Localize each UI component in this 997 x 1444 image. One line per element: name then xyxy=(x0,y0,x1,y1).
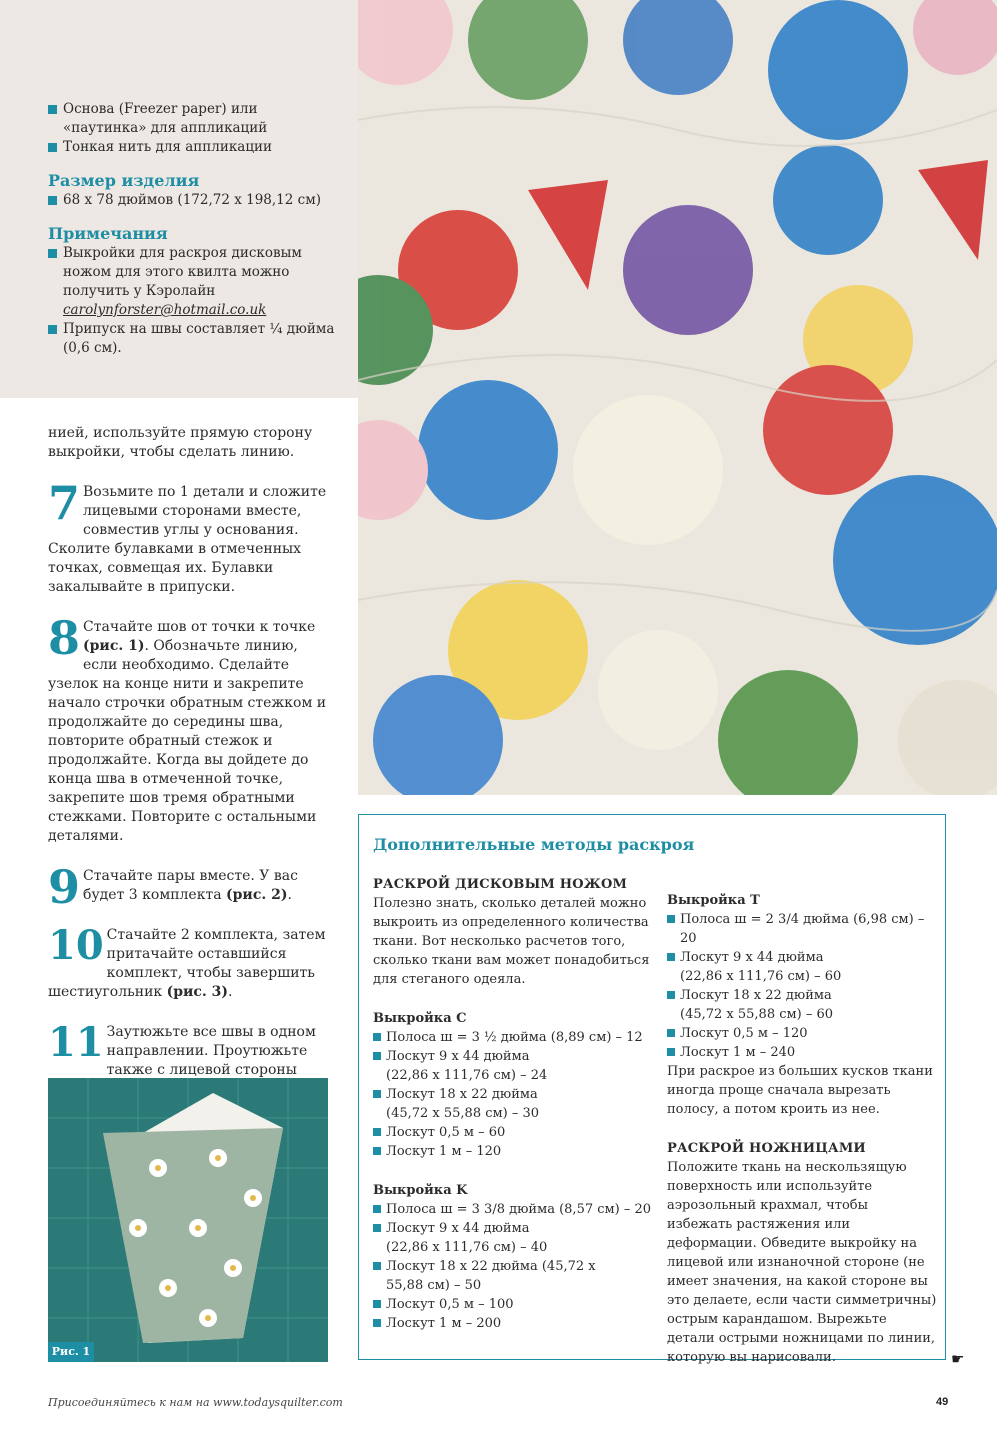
pattern-item xyxy=(373,1123,658,1142)
pattern-item-continuation: (45,72 x 55,88 см) – 60 xyxy=(680,1007,834,1022)
bullet-icon xyxy=(373,1147,381,1155)
step-8 xyxy=(48,611,328,846)
pattern-item-text: Полоса ш = 2 3/4 дюйма (6,98 см) – 20 xyxy=(680,912,925,946)
bullet-icon xyxy=(373,1052,381,1060)
figure-1-photo xyxy=(48,1078,328,1362)
box-column-left xyxy=(373,875,658,1333)
bullet-icon xyxy=(667,991,675,999)
step-9 xyxy=(48,860,328,914)
bullet-icon xyxy=(373,1300,381,1308)
pattern-item xyxy=(667,948,937,967)
list-item: Основа (Freezer paper) или «паутинка» для аппликаций xyxy=(48,100,338,138)
bullet-icon xyxy=(373,1319,381,1327)
figure-caption: Рис. 1 xyxy=(48,1342,94,1362)
pattern-name: Выкройка T xyxy=(667,893,760,908)
step-text: Возьмите по 1 детали и сложите лицевыми сторонами вместе, совместив углы у основания. Сколите булавками в отмеченных точках, совмещая их. Булавки закалывайте в припуски. xyxy=(48,484,327,595)
pattern-list xyxy=(373,1028,658,1161)
list-item: Тонкая нить для аппликации xyxy=(48,138,338,157)
quilt-image xyxy=(358,0,997,795)
step-text: Заутюжьте все швы в одном направлении. Проутюжьте также с лицевой стороны xyxy=(106,1024,316,1078)
step-text: Стачайте пары вместе. У вас будет 3 комплекта xyxy=(83,868,298,903)
pattern-item-text: Лоскут 9 x 44 дюйма xyxy=(680,950,824,965)
pattern-item-text: Полоса ш = 3 ½ дюйма (8,89 см) – 12 xyxy=(386,1030,643,1045)
bullet-icon xyxy=(667,1029,675,1037)
bullet-icon xyxy=(48,196,57,205)
pattern-list xyxy=(667,910,937,1062)
email-link[interactable]: carolynforster@hotmail.co.uk xyxy=(63,302,267,318)
pattern-item-text: Лоскут 9 x 44 дюйма xyxy=(386,1049,530,1064)
notes-heading: Примечания xyxy=(48,224,168,243)
box-title: Дополнительные методы раскроя xyxy=(373,835,695,854)
bullet-icon xyxy=(667,1048,675,1056)
pattern-item-text: Лоскут 9 x 44 дюйма xyxy=(386,1221,530,1236)
pattern-list xyxy=(373,1200,658,1333)
pattern-item-text: Лоскут 0,5 м – 60 xyxy=(386,1125,506,1140)
list-item: 68 x 78 дюймов (172,72 x 198,12 см) xyxy=(48,191,338,210)
intro-paragraph: нией, используйте прямую сторону выкройки, чтобы сделать линию. xyxy=(48,425,313,460)
step-10 xyxy=(48,922,328,1002)
body-column xyxy=(48,424,328,1139)
scissors-text: Положите ткань на нескользящую поверхность или используйте аэрозольный крахмал, чтобы избежать растяжения или деформации. Обведите выкройку на лицевой или изнаночной стороне (не имеет значения, на какой стороне вы это делаете, если части симметричны) острым карандашом. Вырежьте детали острыми ножницами по линии, которую вы нарисовали. xyxy=(667,1160,937,1365)
page-number: 49 xyxy=(936,1396,949,1408)
pattern-item-continuation: (22,86 x 111,76 см) – 24 xyxy=(386,1068,548,1083)
bullet-icon xyxy=(667,915,675,923)
list-item: Припуск на швы составляет ¼ дюйма (0,6 см). xyxy=(48,320,338,358)
size-heading: Размер изделия xyxy=(48,171,200,190)
bullet-icon xyxy=(373,1262,381,1270)
quilt-photo xyxy=(358,0,997,795)
pattern-item xyxy=(373,1142,658,1161)
notes-text: Выкройки для раскроя дисковым ножом для этого квилта можно получить у Кэролайн xyxy=(63,245,302,299)
pattern-name: Выкройка C xyxy=(373,1011,467,1026)
step-text: . xyxy=(287,887,292,903)
bullet-icon xyxy=(373,1090,381,1098)
sidebar-content xyxy=(48,100,338,358)
pattern-item-text: Лоскут 18 x 22 дюйма (45,72 x xyxy=(386,1259,596,1274)
step-number: 7 xyxy=(48,476,81,530)
pointing-hand-icon: ☛ xyxy=(951,1350,965,1368)
pattern-item xyxy=(667,910,937,948)
pattern-item-text: Лоскут 0,5 м – 100 xyxy=(386,1297,514,1312)
pattern-item-text: Полоса ш = 3 3/8 дюйма (8,57 см) – 20 xyxy=(386,1202,652,1217)
bullet-icon xyxy=(667,953,675,961)
pattern-item xyxy=(373,1257,658,1276)
pattern-item-text: Лоскут 1 м – 120 xyxy=(386,1144,502,1159)
bullet-icon xyxy=(373,1224,381,1232)
figure-ref: (рис. 1) xyxy=(83,638,145,654)
materials-sidebar xyxy=(0,0,358,398)
step-number: 10 xyxy=(48,922,104,969)
pattern-item-continuation: (22,86 x 111,76 см) – 60 xyxy=(680,969,842,984)
bullet-icon xyxy=(48,249,57,258)
step-text: . Обозначьте линию, если необходимо. Сделайте узелок на конце нити и закрепите начало строчки обратным стежком и продолжайте до середины шва, повторите обратный стежок и продолжайте. Когда вы дойдете до конца шва в отмеченной точке, закрепите шов тремя обратными стежками. Повторите с остальными деталями. xyxy=(48,638,327,844)
pattern-item-continuation: 55,88 см) – 50 xyxy=(386,1278,482,1293)
scissors-heading: РАСКРОЙ НОЖНИЦАМИ xyxy=(667,1141,866,1156)
pattern-item xyxy=(373,1028,658,1047)
pattern-item xyxy=(373,1047,658,1066)
pattern-item xyxy=(373,1200,658,1219)
bullet-icon xyxy=(373,1128,381,1136)
bullet-icon xyxy=(48,105,57,114)
cutting-methods-box xyxy=(358,814,946,1365)
bullet-icon xyxy=(373,1033,381,1041)
figure-ref: (рис. 3) xyxy=(166,984,229,1000)
pattern-item xyxy=(373,1314,658,1333)
pattern-item-text: Лоскут 18 x 22 дюйма xyxy=(386,1087,538,1102)
footer-url: Присоединяйтесь к нам на www.todaysquilter.com xyxy=(48,1396,343,1409)
figure-ref: (рис. 2) xyxy=(226,887,288,903)
large-piece-text: При раскрое из больших кусков ткани иногда проще сначала вырезать полосу, а потом кроить из нее. xyxy=(667,1064,933,1117)
list-item xyxy=(48,244,338,320)
pattern-item-text: Лоскут 1 м – 240 xyxy=(680,1045,796,1060)
step-number: 8 xyxy=(48,611,81,665)
pattern-item xyxy=(667,1043,937,1062)
pattern-item xyxy=(373,1085,658,1104)
bullet-icon xyxy=(48,143,57,152)
pattern-item-text: Лоскут 0,5 м – 120 xyxy=(680,1026,808,1041)
step-text: Стачайте шов от точки к точке xyxy=(83,619,316,635)
pattern-item xyxy=(373,1295,658,1314)
bullet-icon xyxy=(373,1205,381,1213)
step-number: 11 xyxy=(48,1019,104,1066)
bullet-icon xyxy=(48,325,57,334)
step-text: Стачайте 2 комплекта, затем притачайте оставшийся комплект, чтобы завершить шестиугольник xyxy=(48,927,326,1000)
fabric-piece-image xyxy=(48,1078,328,1362)
rotary-heading: РАСКРОЙ ДИСКОВЫМ НОЖОМ xyxy=(373,877,628,892)
pattern-item-continuation: (45,72 x 55,88 см) – 30 xyxy=(386,1106,540,1121)
pattern-item xyxy=(373,1219,658,1238)
pattern-item xyxy=(667,986,937,1005)
step-number: 9 xyxy=(48,860,81,914)
step-text: . xyxy=(228,984,233,1000)
pattern-item-text: Лоскут 1 м – 200 xyxy=(386,1316,502,1331)
pattern-item xyxy=(667,1024,937,1043)
pattern-item-text: Лоскут 18 x 22 дюйма xyxy=(680,988,832,1003)
step-7 xyxy=(48,476,328,597)
pattern-item-continuation: (22,86 x 111,76 см) – 40 xyxy=(386,1240,548,1255)
box-column-right xyxy=(667,891,937,1367)
pattern-name: Выкройка K xyxy=(373,1183,468,1198)
rotary-text: Полезно знать, сколько деталей можно выкроить из определенного количества ткани. Вот несколько расчетов того, сколько ткани вам может понадобиться для стеганого одеяла. xyxy=(373,896,650,987)
